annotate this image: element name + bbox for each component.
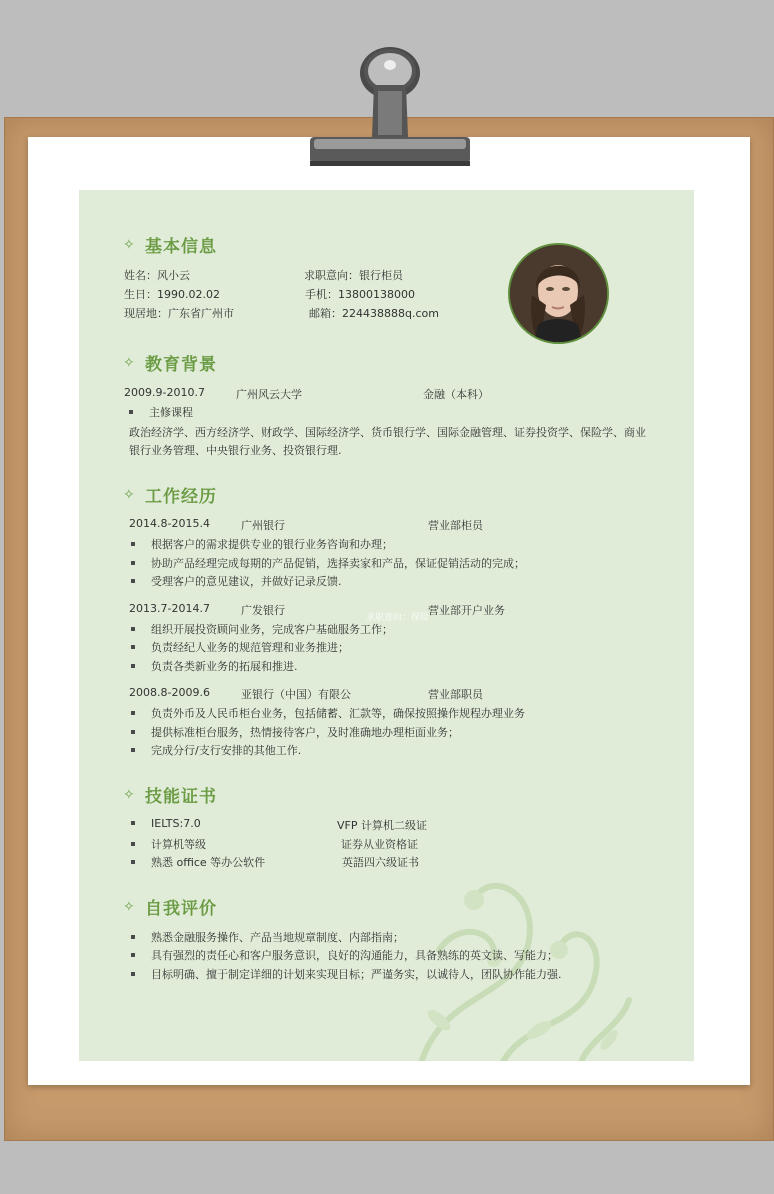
- section-title: 教育背景: [145, 355, 217, 375]
- education-period: 2009.9-2010.7: [124, 386, 205, 399]
- self-eval-item: 目标明确、擅于制定详细的计划来实现目标；严谨务实，以诚待人，团队协作能力强.: [131, 966, 562, 982]
- self-eval-item: 熟悉金融服务操作、产品当地规章制度、内部指南；: [131, 929, 404, 945]
- self-eval-item: 具有强烈的责任心和客户服务意识，良好的沟通能力，具备熟练的英文读、写能力；: [131, 947, 558, 963]
- job-duty: 受理客户的意见建议，并做好记录反馈.: [131, 573, 342, 589]
- job-period: 2014.8-2015.4: [129, 517, 210, 530]
- job-duty: 根据客户的需求提供专业的银行业务咨询和办理；: [131, 536, 393, 552]
- intent-field: 求职意向：银行柜员: [304, 269, 403, 282]
- job-company: 广发银行: [241, 604, 285, 617]
- skill-item: 熟悉 office 等办公软件: [131, 854, 265, 870]
- job-duty: 负责经纪人业务的规范管理和业务推进；: [131, 639, 349, 655]
- certificate-item: VFP 计算机二级证: [337, 819, 427, 832]
- job-position: 营业部开户业务: [428, 604, 505, 617]
- section-education-header: [123, 350, 217, 375]
- avatar-photo: [508, 243, 609, 344]
- education-major: 金融（本科）: [423, 388, 489, 401]
- birth-field: 生日：1990.02.02: [124, 288, 220, 301]
- section-title: 技能证书: [145, 787, 217, 807]
- section-title: 基本信息: [145, 237, 217, 257]
- section-skills-header: [123, 782, 217, 807]
- job-duty: 协助产品经理完成每期的产品促销，选择卖家和产品，保证促销活动的完成；: [131, 555, 525, 571]
- job-duty: 组织开展投资顾问业务，完成客户基础服务工作；: [131, 621, 393, 637]
- certificate-item: 证券从业资格证: [341, 838, 418, 851]
- section-title: 工作经历: [145, 487, 217, 507]
- job-company: 广州银行: [241, 519, 285, 532]
- section-self-header: [123, 894, 217, 919]
- name-field: 姓名：风小云: [124, 269, 190, 282]
- job-company: 亚银行（中国）有限公: [241, 688, 351, 701]
- course-line-2: 银行业务管理、中央银行业务、投资银行理.: [129, 444, 342, 457]
- section-basic-header: [123, 232, 217, 257]
- skill-item: IELTS:7.0: [131, 817, 201, 830]
- job-period: 2008.8-2009.6: [129, 686, 210, 699]
- job-duty: 提供标准柜台服务，热情接待客户，及时准确地办理柜面业务；: [131, 724, 459, 740]
- job-position: 营业部柜员: [428, 519, 483, 532]
- section-title: 自我评价: [145, 899, 217, 919]
- job-duty: 负责各类新业务的拓展和推进.: [131, 658, 298, 674]
- job-position: 营业部职员: [428, 688, 483, 701]
- phone-field: 手机：13800138000: [305, 288, 415, 301]
- certificate-item: 英語四六级证书: [342, 856, 419, 869]
- job-period: 2013.7-2014.7: [129, 602, 210, 615]
- course-line-1: 政治经济学、西方经济学、财政学、国际经济学、货币银行学、国际金融管理、证券投资学、保险学、商业: [129, 426, 646, 439]
- job-duty: 负责外币及人民币柜台业务，包括储蓄、汇款等，确保按照操作规程办理业务: [131, 705, 525, 721]
- diamond-star-icon: ✧: [123, 236, 135, 253]
- diamond-star-icon: ✧: [123, 354, 135, 371]
- job-duty: 完成分行/支行安排的其他工作.: [131, 742, 301, 758]
- skill-item: 计算机等级: [131, 836, 206, 852]
- course-label: 主修课程: [129, 404, 193, 420]
- diamond-star-icon: ✧: [123, 786, 135, 803]
- watermark-text: 求职意向：保险: [366, 613, 430, 623]
- diamond-star-icon: ✧: [123, 486, 135, 503]
- education-school: 广州风云大学: [236, 388, 302, 401]
- diamond-star-icon: ✧: [123, 898, 135, 915]
- email-field: 邮箱：224438888q.com: [309, 307, 439, 320]
- address-field: 现居地：广东省广州市: [124, 307, 234, 320]
- section-work-header: [123, 482, 217, 507]
- binder-clip: [300, 25, 480, 185]
